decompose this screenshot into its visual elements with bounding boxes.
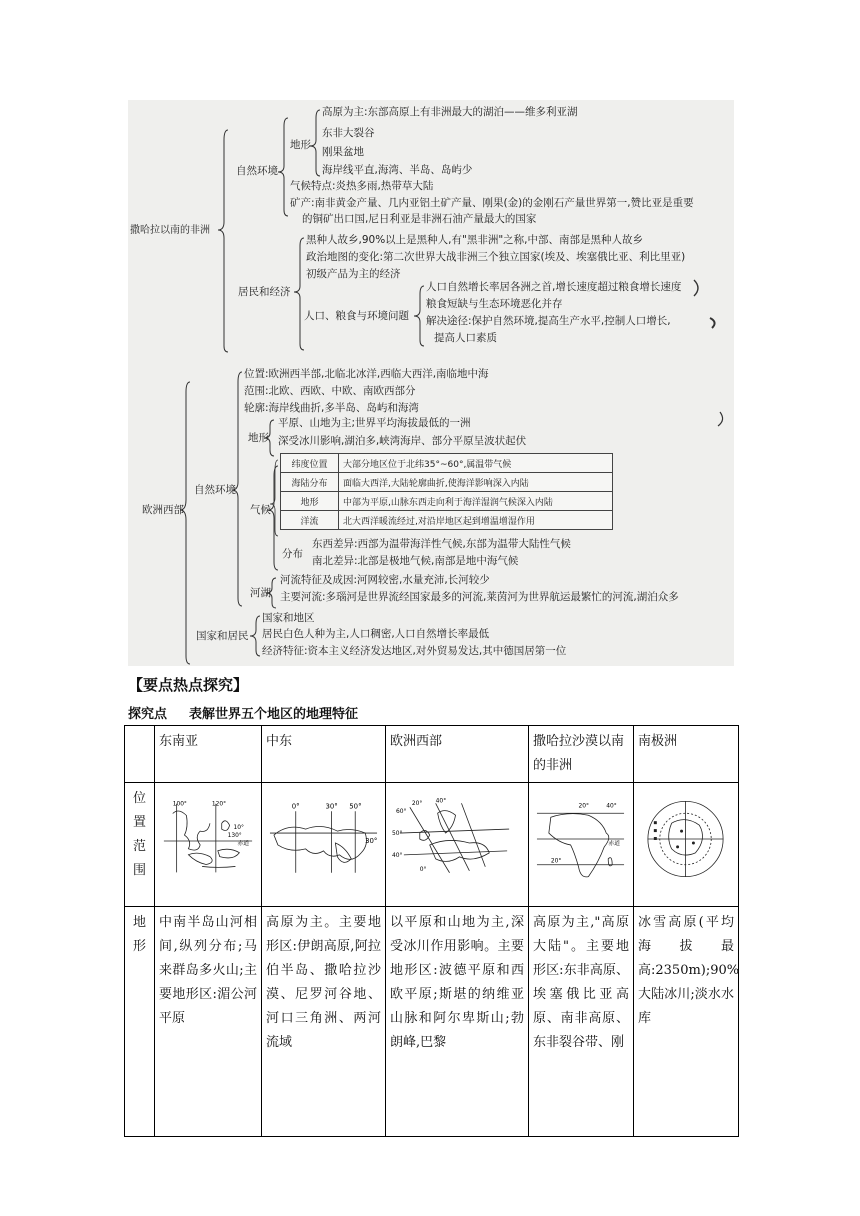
africa-residents-item: 初级产品为主的经济 (306, 268, 401, 280)
cause-key: 海陆分布 (281, 473, 339, 492)
africa-terrain-item: 刚果盆地 (322, 146, 364, 158)
europe-nature-label: 自然环境 (194, 484, 236, 496)
map-label: 赤道 (237, 840, 250, 847)
africa-terrain-item: 东非大裂谷 (322, 127, 375, 139)
africa-root: 撒哈拉以南的非洲 (130, 225, 210, 236)
europe-rivers-label: 河湖 (250, 587, 271, 599)
table-row-terrain (125, 907, 739, 1137)
africa-climate: 气候特点:炎热多雨,热带草大陆 (290, 180, 434, 192)
row-label-char: 地 (132, 915, 146, 930)
map-label: 40° (606, 802, 617, 810)
cause-value: 中部为平原,山脉东西走向利于海洋湿润气候深入内陆 (339, 492, 613, 511)
africa-residents-item: 黑种人故乡,90%以上是黑种人,有"黑非洲"之称,中部、南部是黑种人故乡 (306, 234, 644, 246)
map-label: 30° (325, 802, 338, 811)
terrain-cell: 中南半岛山河相间,纵列分布;马来群岛多火山;主要地形区:湄公河平原 (155, 907, 262, 1137)
europe-coast: 轮廓:海岸线曲折,多半岛、岛屿和海湾 (244, 402, 419, 414)
map-label: 120° (211, 801, 227, 808)
africa-minerals: 的铜矿出口国,尼日利亚是非洲石油产量最大的国家 (302, 213, 537, 225)
cause-key: 纬度位置 (281, 454, 339, 473)
map-label: 赤道 (608, 839, 621, 847)
europe-root: 欧洲西部 (142, 504, 184, 516)
africa-residents-label: 居民和经济 (238, 286, 291, 298)
cause-value: 面临大西洋,大陆轮廓曲折,使海洋影响深入内陆 (339, 473, 613, 492)
map-label: 0° (419, 865, 427, 873)
africa-nature-label: 自然环境 (236, 165, 278, 177)
map-cell-southeast-asia (155, 783, 262, 907)
subheading-label: 探究点 (128, 707, 168, 722)
row-label-terrain (125, 907, 155, 1137)
row-label-char: 形 (132, 939, 146, 954)
africa-residents-item: 政治地图的变化:第二次世界大战非洲三个独立国家(埃及、埃塞俄比亚、利比里亚) (306, 251, 686, 263)
table-header-row (125, 726, 739, 783)
map-cell-western-europe (386, 783, 529, 907)
europe-dist-item: 东西差异:西部为温带海洋性气候,东部为温带大陆性气候 (312, 538, 571, 550)
europe-country-item: 经济特征:资本主义经济发达地区,对外贸易发达,其中德国居第一位 (262, 645, 567, 657)
corner-cell (125, 726, 155, 783)
europe-country-item: 居民白色人种为主,人口稠密,人口自然增长率最低 (262, 628, 490, 640)
map-label: 20° (411, 800, 423, 808)
comparison-table (124, 725, 739, 1137)
column-header: 中东 (262, 726, 386, 783)
mindmap-scan (128, 100, 734, 666)
africa-minerals: 矿产:南非黄金产量、几内亚铝土矿产量、刚果(金)的金刚石产量世界第一,赞比亚是重要 (290, 197, 694, 209)
western-europe-map (390, 793, 524, 885)
europe-dist-label: 分布 (282, 548, 303, 560)
map-label: 130° (227, 833, 242, 840)
column-header: 欧洲西部 (386, 726, 529, 783)
africa-pop-item: 提高人口素质 (434, 332, 497, 344)
africa-map (533, 793, 629, 885)
map-label: 60° (395, 808, 407, 816)
africa-pop-item: 粮食短缺与生态环境恶化并存 (426, 298, 563, 310)
map-cell-middle-east (262, 783, 386, 907)
map-label: 40° (435, 797, 447, 805)
map-label: 0° (291, 802, 300, 811)
terrain-cell: 高原为主。主要地形区:伊朗高原,阿拉伯半岛、撒哈拉沙漠、尼罗河谷地、河口三角洲、两河流域 (262, 907, 386, 1137)
map-label: 30° (365, 836, 378, 845)
europe-range: 范围:北欧、西欧、中欧、南欧西部分 (244, 385, 416, 397)
cause-value: 北大西洋暖流经过,对沿岸地区起到增温增湿作用 (339, 511, 613, 530)
europe-terrain-item: 深受冰川影响,湖泊多,峡湾海岸、部分平原呈波状起伏 (278, 435, 527, 447)
middle-east-map (266, 793, 381, 885)
europe-dist-item: 南北差异:北部是极地气候,南部是地中海气候 (312, 555, 519, 567)
africa-pop-label: 人口、粮食与环境问题 (304, 310, 409, 322)
africa-terrain-item: 高原为主:东部高原上有非洲最大的湖泊——维多利亚湖 (322, 106, 578, 118)
africa-pop-item: 人口自然增长率居各洲之首,增长速度超过粮食增长速度 (426, 281, 682, 293)
column-header: 东南亚 (155, 726, 262, 783)
map-label: 10° (233, 825, 244, 832)
africa-pop-item: 解决途径:保护自然环境,提高生产水平,控制人口增长, (426, 315, 671, 327)
map-label: 20° (550, 857, 562, 865)
column-header: 撒哈拉沙漠以南的非洲 (529, 726, 634, 783)
subheading-title: 表解世界五个地区的地理特征 (189, 707, 359, 722)
climate-cause-table (280, 453, 613, 530)
row-label-position (125, 783, 155, 907)
row-label-char: 围 (132, 863, 146, 878)
map-label: 20° (578, 802, 590, 810)
table-row (281, 454, 613, 473)
row-label-char: 范 (132, 839, 146, 854)
map-label: 40° (391, 851, 403, 859)
europe-terrain-item: 平原、山地为主;世界平均海拔最低的一洲 (278, 417, 471, 429)
africa-terrain-item: 海岸线平直,海湾、半岛、岛屿少 (322, 164, 473, 176)
map-label: 50° (391, 830, 403, 838)
terrain-cell: 高原为主,"高原大陆"。主要地形区:东非高原、埃塞俄比亚高原、南非高原、东非裂谷带、刚 (529, 907, 634, 1137)
section-heading: 【要点热点探究】 (128, 676, 249, 694)
row-label-char: 置 (132, 815, 146, 830)
southeast-asia-map (159, 793, 257, 885)
europe-country-item: 国家和地区 (262, 612, 315, 624)
europe-position: 位置:欧洲西半部,北临北冰洋,西临大西洋,南临地中海 (244, 368, 489, 380)
europe-rivers-item: 河流特征及成因:河网较密,水量充沛,长河较少 (280, 574, 490, 586)
table-row (281, 511, 613, 530)
terrain-cell: 冰雪高原(平均海拔最高:2350m);90%大陆冰川;淡水水库 (634, 907, 739, 1137)
cause-value: 大部分地区位于北纬35°~60°,属温带气候 (339, 454, 613, 473)
map-label: 100° (172, 801, 187, 808)
cause-key: 地形 (281, 492, 339, 511)
table-row (281, 473, 613, 492)
map-cell-africa (529, 783, 634, 907)
europe-country-label: 国家和居民 (196, 630, 249, 642)
antarctica-map (638, 793, 734, 885)
africa-terrain-label: 地形 (290, 139, 311, 151)
table-row-position (125, 783, 739, 907)
cause-key: 洋流 (281, 511, 339, 530)
map-label: 50° (349, 802, 362, 811)
row-label-char: 位 (132, 791, 146, 806)
europe-rivers-item: 主要河流:多瑙河是世界流经国家最多的河流,莱茵河为世界航运最繁忙的河流,湖泊众多 (280, 591, 679, 603)
europe-climate-label: 气候 (250, 504, 271, 516)
table-row (281, 492, 613, 511)
europe-terrain-label: 地形 (248, 432, 269, 444)
terrain-cell: 以平原和山地为主,深受冰川作用影响。主要地形区:波德平原和西欧平原;斯堪的纳维亚山脉和阿尔卑斯山;勃朗峰,巴黎 (386, 907, 529, 1137)
subheading (128, 703, 358, 722)
column-header: 南极洲 (634, 726, 739, 783)
map-cell-antarctica (634, 783, 739, 907)
